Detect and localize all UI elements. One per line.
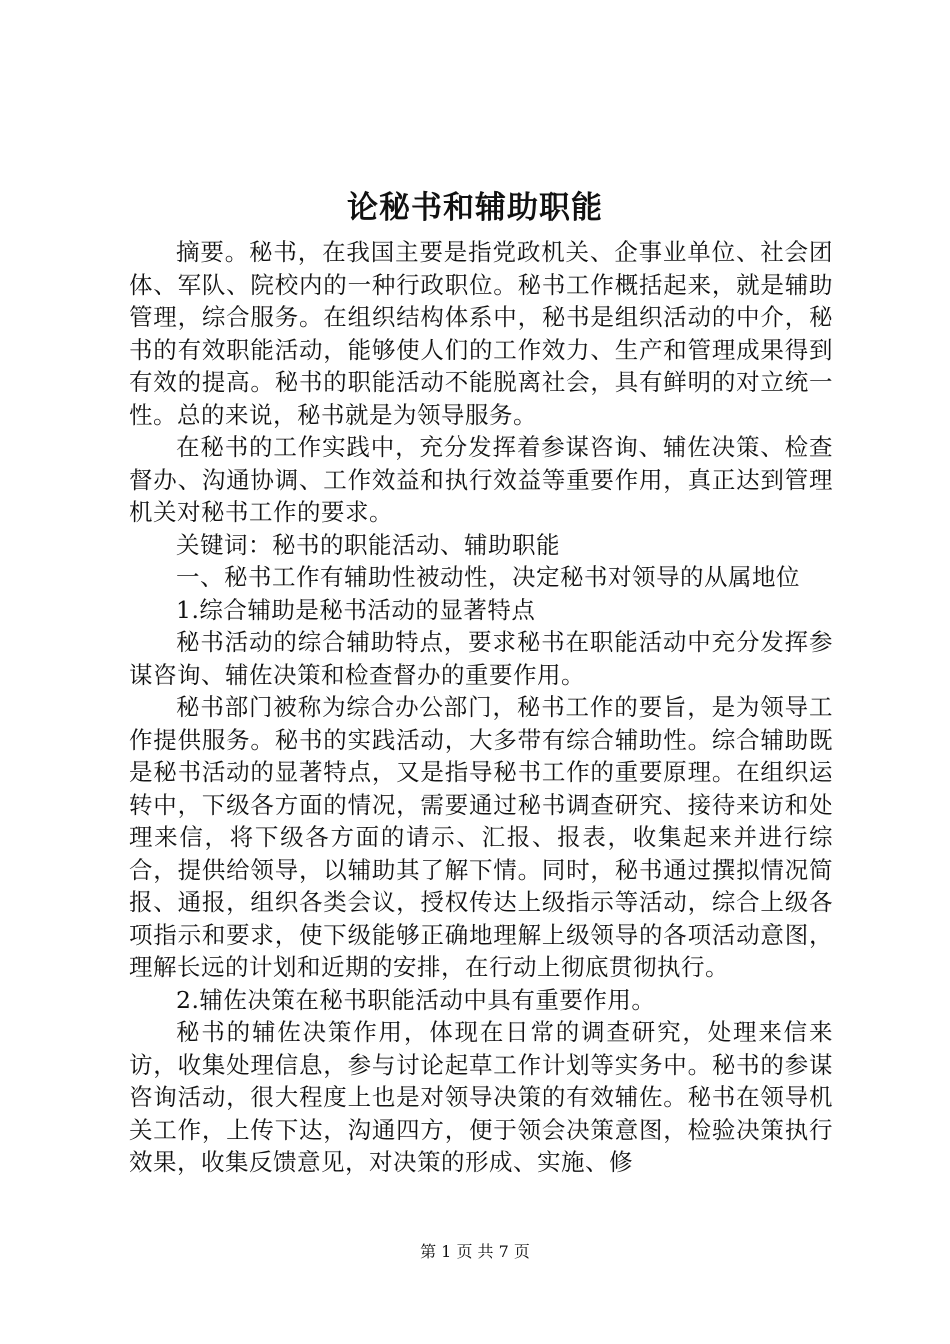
document-title: 论秘书和辅助职能 — [347, 190, 603, 226]
paragraph-abstract: 摘要。秘书，在我国主要是指党政机关、企事业单位、社会团体、军队、院校内的一种行政职位。秘书工作概括起来，就是辅助管理，综合服务。在组织结构体系中，秘书是组织活动的中介，秘书的有效职能活动，能够使人们的工作效力、生产和管理成果得到有效的提高。秘书的职能活动不能脱离社会，具有鲜明的对立统一性。总的来说，秘书就是为领导服务。 — [129, 238, 833, 429]
paragraph-body: 秘书的辅佐决策作用，体现在日常的调查研究，处理来信来访，收集处理信息，参与讨论起草工作计划等实务中。秘书的参谋咨询活动，很大程度上也是对领导决策的有效辅佐。秘书在领导机关工作，上传下达，沟通四方，便于领会决策意图，检验决策执行效果，收集反馈意见，对决策的形成、实施、修 — [129, 1018, 833, 1176]
subsection-heading-2: 2.辅佐决策在秘书职能活动中具有重要作用。 — [176, 985, 656, 1014]
section-heading-1: 一、秘书工作有辅助性被动性，决定秘书对领导的从属地位 — [176, 563, 800, 591]
paragraph-body: 秘书部门被称为综合办公部门，秘书工作的要旨，是为领导工作提供服务。秘书的实践活动，大多带有综合辅助性。综合辅助既是秘书活动的显著特点，又是指导秘书工作的重要原理。在组织运转中，下级各方面的情况，需要通过秘书调查研究、接待来访和处理来信，将下级各方面的请示、汇报、报表，收集起来并进行综合，提供给领导，以辅助其了解下情。同时，秘书通过撰拟情况简报、通报，组织各类会议，授权传达上级指示等活动，综合上级各项指示和要求，使下级能够正确地理解上级领导的各项活动意图，理解长远的计划和近期的安排，在行动上彻底贯彻执行。 — [129, 693, 833, 981]
subsection-heading-1: 1.综合辅助是秘书活动的显著特点 — [176, 595, 536, 624]
document-body — [129, 236, 833, 1179]
paragraph-keywords: 关键词：秘书的职能活动、辅助职能 — [176, 530, 560, 559]
page-number: 第 1 页 共 7 页 — [420, 1242, 530, 1261]
paragraph-body: 秘书活动的综合辅助特点，要求秘书在职能活动中充分发挥参谋咨询、辅佐决策和检查督办的重要作用。 — [129, 628, 833, 689]
paragraph-practice: 在秘书的工作实践中，充分发挥着参谋咨询、辅佐决策、检查督办、沟通协调、工作效益和执行效益等重要作用，真正达到管理机关对秘书工作的要求。 — [129, 433, 833, 526]
